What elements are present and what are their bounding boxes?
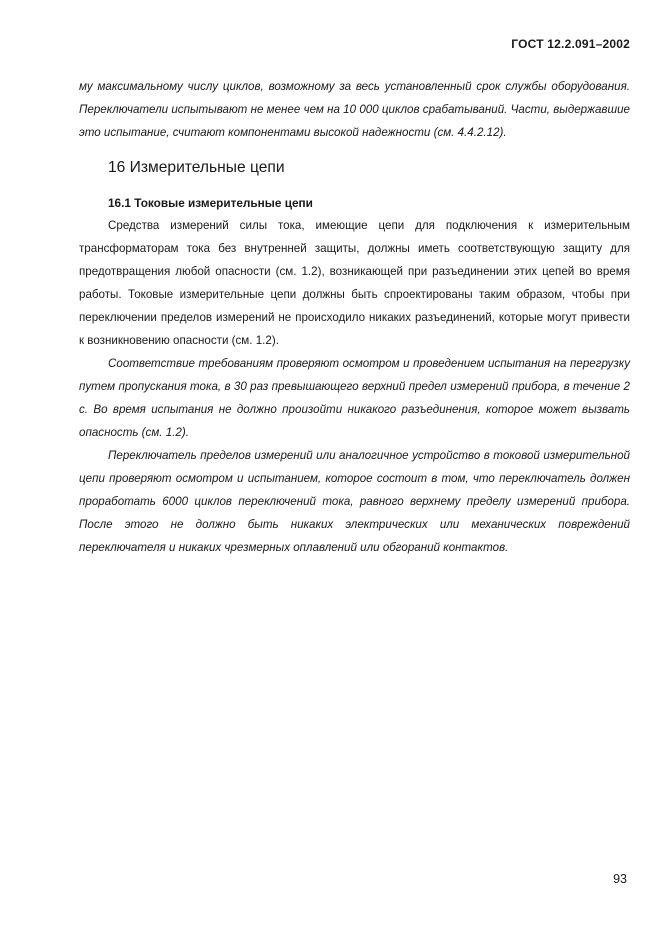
paragraph-requirements: Средства измерений силы тока, имеющие цепи для подключения к измерительным трансформаторам тока без внутренней защиты, должны иметь соответствующую защиту для предотвращения любой опасности (см. 1.2), возникающей при разъединении этих цепей во время работы. Токовые измерительные цепи должны быть спроектированы таким образом, чтобы при переключении пределов измерений не происходило никаких разъединений, которые могут привести к возникновению опасности (см. 1.2).: [79, 219, 630, 347]
page-number: 93: [613, 872, 627, 886]
page-content: [79, 75, 630, 559]
section-title: 16 Измерительные цепи: [108, 159, 285, 176]
paragraph-switch-test: Переключатель пределов измерений или аналогичное устройство в токовой измерительной цепи проверяют осмотром и испытанием, которое состоит в том, что переключатель должен проработать 6000 циклов переключений тока, равного верхнему пределу измерений прибора. После этого не должно быть никаких электрических или механических повреждений переключателя и никаких чрезмерных оплавлений или обгораний контактов.: [79, 449, 630, 554]
subsection-title: 16.1 Токовые измерительные цепи: [108, 196, 313, 210]
paragraph-overload-test: Соответствие требованиям проверяют осмотром и проведением испытания на перегрузку путем пропускания тока, в 30 раз превышающего верхний предел измерений прибора, в течение 2 с. Во время испытания не должно произойти никакого разъединения, которое может вызвать опасность (см. 1.2).: [79, 357, 630, 439]
document-header: ГОСТ 12.2.091–2002: [511, 37, 630, 51]
intro-paragraph: му максимальному числу циклов, возможному за весь установленный срок службы оборудования. Переключатели испытывают не менее чем на 10 000 циклов срабатываний. Части, выдержавшие это испытание, считают компонентами высокой надежности (см. 4.4.2.12).: [79, 80, 630, 139]
